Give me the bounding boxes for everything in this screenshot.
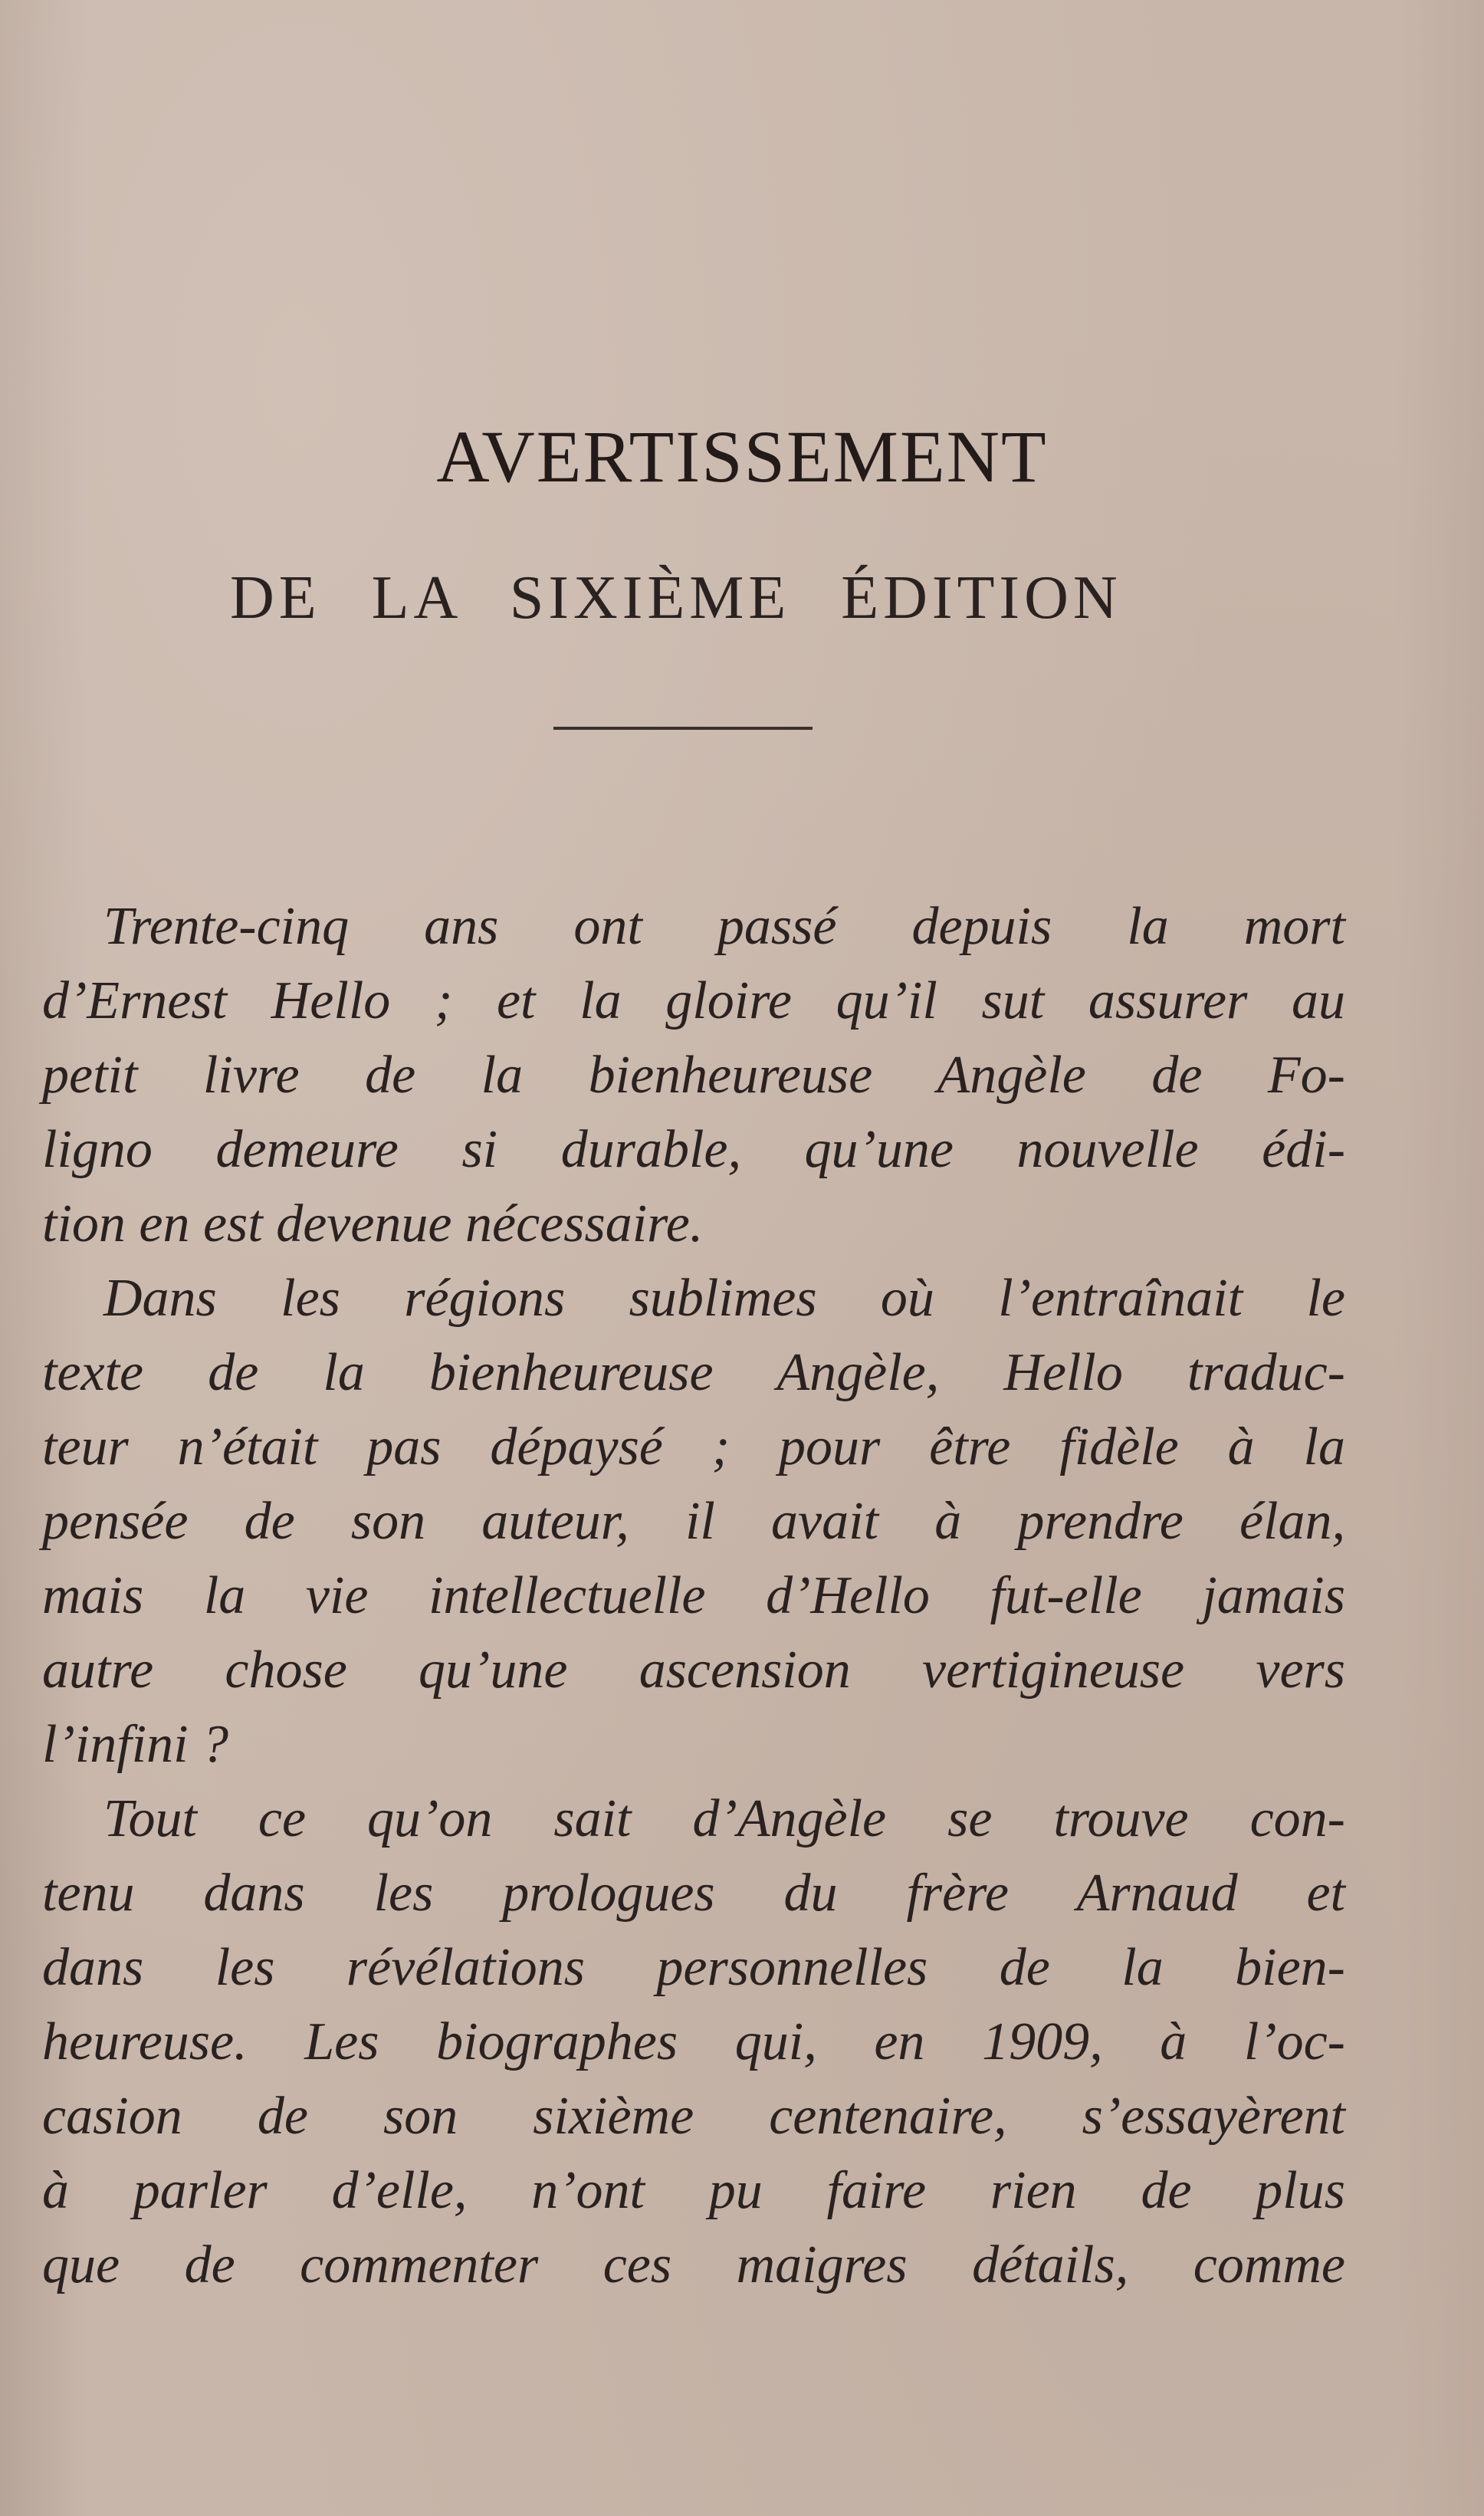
text-line: tenu dans les prologues du frère Arnaud et	[42, 1864, 1345, 1923]
text-line: d’Ernest Hello ; et la gloire qu’il sut assurer au	[42, 971, 1345, 1030]
text-line: Tout ce qu’on sait d’Angèle se trouve con-	[103, 1789, 1345, 1848]
text-line: autre chose qu’une ascension vertigineuse vers	[42, 1641, 1345, 1700]
text-line: heureuse. Les biographes qui, en 1909, à l’oc-	[42, 2012, 1345, 2071]
text-line: Dans les régions sublimes où l’entraînait le	[103, 1269, 1345, 1328]
text-line: l’infini ?	[42, 1715, 229, 1774]
text-line: casion de son sixième centenaire, s’essayèrent	[42, 2087, 1345, 2146]
body-text	[42, 889, 1345, 2302]
text-line: texte de la bienheureuse Angèle, Hello traduc-	[42, 1343, 1345, 1402]
text-line: mais la vie intellectuelle d’Hello fut-elle jamais	[42, 1566, 1345, 1625]
page-subtitle: DE LA SIXIÈME ÉDITION	[230, 564, 1122, 632]
text-line: dans les révélations personnelles de la bien-	[42, 1938, 1345, 1997]
title-divider	[553, 727, 813, 730]
text-line: tion en est devenue nécessaire.	[42, 1194, 704, 1253]
text-line: petit livre de la bienheureuse Angèle de Fo-	[42, 1046, 1345, 1105]
text-line: teur n’était pas dépaysé ; pour être fidèle à la	[42, 1417, 1345, 1476]
text-line: pensée de son auteur, il avait à prendre élan,	[42, 1492, 1345, 1551]
page-title: AVERTISSEMENT	[436, 416, 1048, 498]
text-line: à parler d’elle, n’ont pu faire rien de plus	[42, 2161, 1345, 2220]
text-line: ligno demeure si durable, qu’une nouvelle édi-	[42, 1120, 1345, 1179]
text-line: Trente-cinq ans ont passé depuis la mort	[103, 897, 1345, 956]
text-line: que de commenter ces maigres détails, comme	[42, 2235, 1345, 2294]
